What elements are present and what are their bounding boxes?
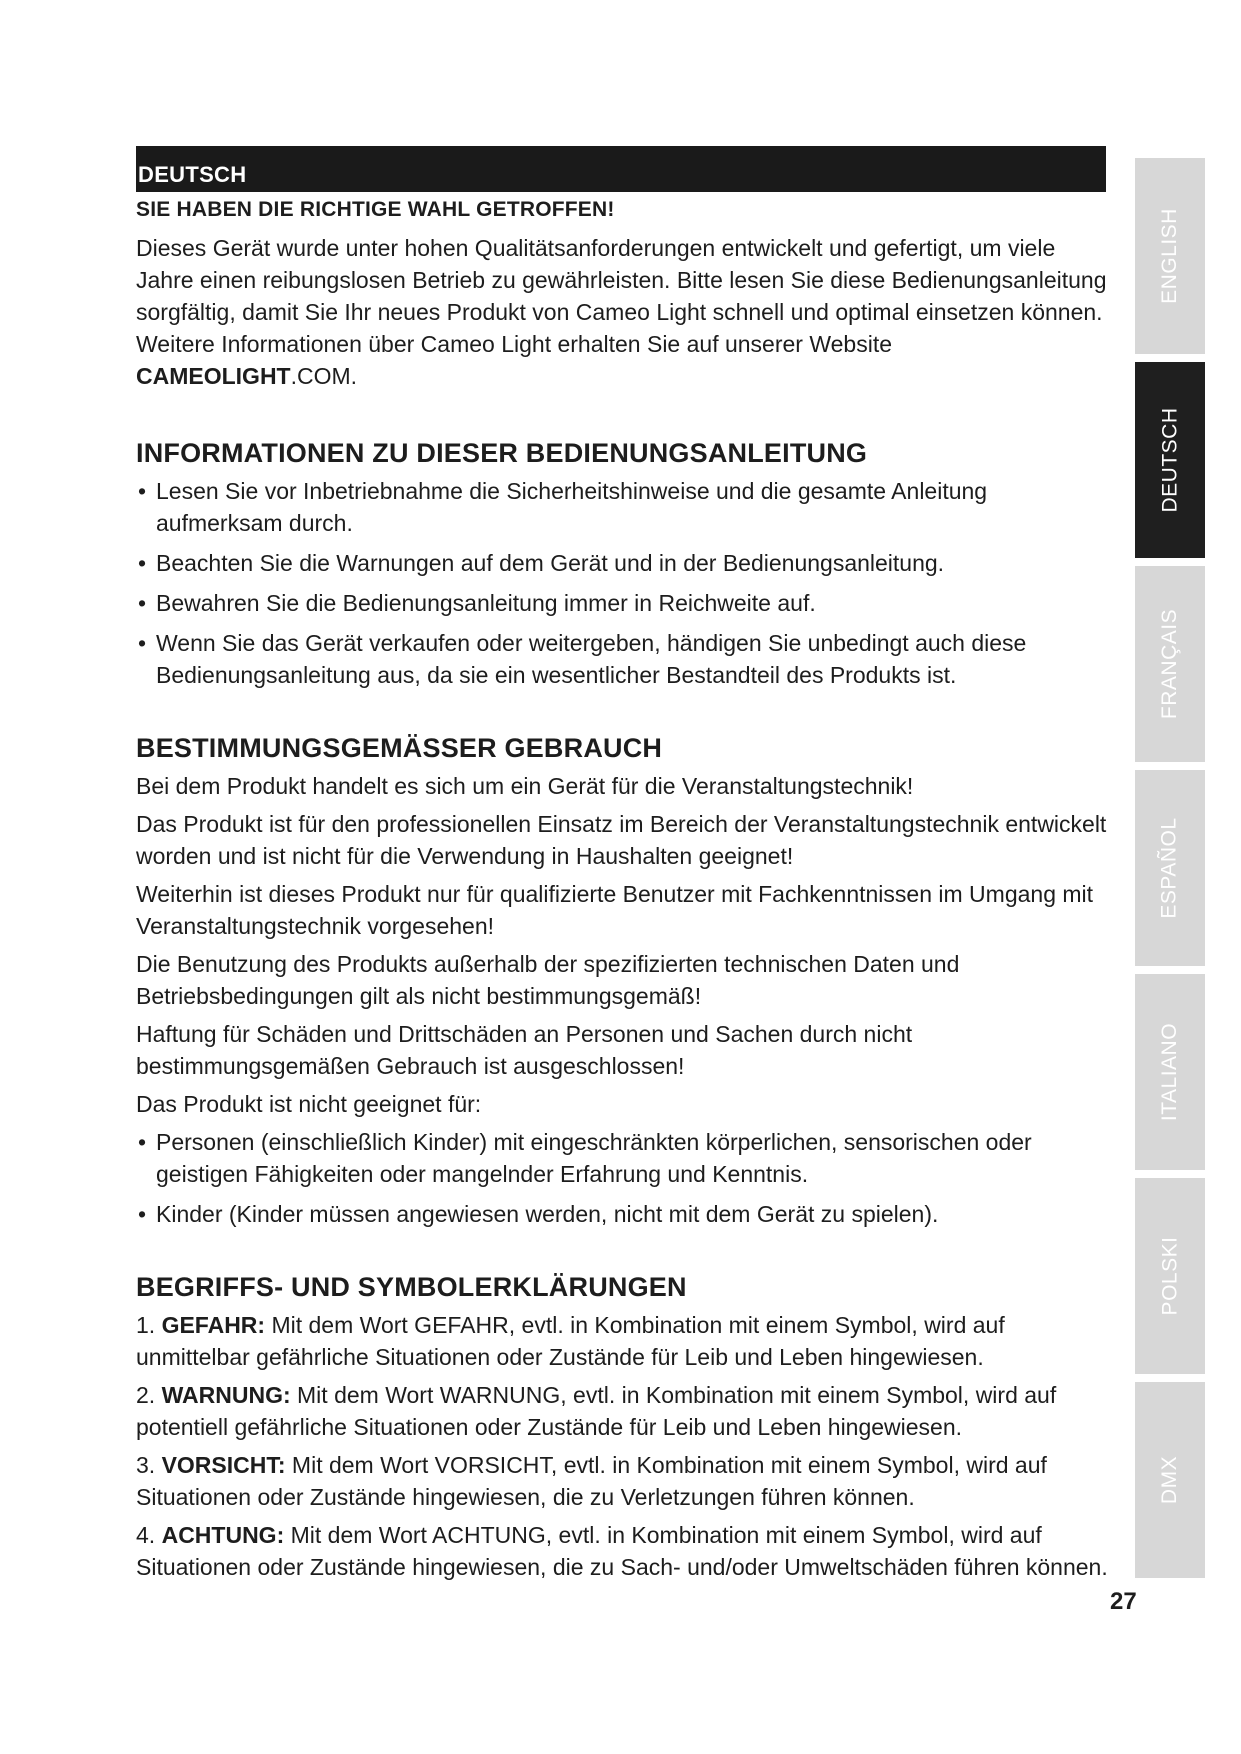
intro-text: Dieses Gerät wurde unter hohen Qualitätsanforderungen entwickelt und gefertigt, um viele Jahre einen reibungslosen Betrieb zu gewährleisten. Bitte lesen Sie diese Bedienungsanleitung sorgfältig, damit Sie Ihr neues Produkt von Cameo Light schnell und optimal einsetzen können. Weitere Informationen über Cameo Light erhalten Sie auf unserer Website bbox=[136, 235, 1107, 357]
page-number: 27 bbox=[1110, 1588, 1137, 1615]
term-item: 4. ACHTUNG: Mit dem Wort ACHTUNG, evtl. in Kombination mit einem Symbol, wird auf Situationen oder Zustände hingewiesen, die zu Sach- und/oder Umweltschäden führen können. bbox=[136, 1522, 1108, 1580]
bullet-icon: • bbox=[138, 630, 147, 656]
bullet-icon: • bbox=[138, 478, 147, 504]
bullet-icon: • bbox=[138, 590, 147, 616]
term-keyword: WARNUNG: bbox=[161, 1382, 291, 1408]
term-item: 2. WARNUNG: Mit dem Wort WARNUNG, evtl. in Kombination mit einem Symbol, wird auf potentiell gefährliche Situationen oder Zustände für Leib und Leben hingewiesen. bbox=[136, 1382, 1057, 1440]
list-item: • Kinder (Kinder müssen angewiesen werden, nicht mit dem Gerät zu spielen). bbox=[136, 1198, 1116, 1230]
language-label: DEUTSCH bbox=[138, 162, 247, 187]
use-paragraph: Weiterhin ist dieses Produkt nur für qualifizierte Benutzer mit Fachkenntnissen im Umgang mit Veranstaltungstechnik vorgesehen! bbox=[136, 881, 1094, 939]
use-paragraph: Das Produkt ist für den professionellen Einsatz im Bereich der Veranstaltungstechnik entwickelt worden und ist nicht für die Verwendung in Haushalten geeignet! bbox=[136, 811, 1107, 869]
term-keyword: VORSICHT: bbox=[161, 1452, 286, 1478]
tab-deutsch[interactable]: DEUTSCH bbox=[1135, 362, 1205, 558]
use-paragraph: Die Benutzung des Produkts außerhalb der spezifizierten technischen Daten und Betriebsbedingungen gilt als nicht bestimmungsgemäß! bbox=[136, 951, 960, 1009]
tab-espanol[interactable]: ESPAÑOL bbox=[1135, 770, 1205, 966]
tab-italiano[interactable]: ITALIANO bbox=[1135, 974, 1205, 1170]
term-keyword: GEFAHR: bbox=[161, 1312, 266, 1338]
not-suitable-list bbox=[136, 1126, 1116, 1230]
website-suffix: .COM. bbox=[290, 363, 358, 389]
section-title-terms: BEGRIFFS- UND SYMBOLERKLÄRUNGEN bbox=[136, 1272, 687, 1302]
bullet-icon: • bbox=[138, 1201, 147, 1227]
term-item: 1. GEFAHR: Mit dem Wort GEFAHR, evtl. in Kombination mit einem Symbol, wird auf unmittelbar gefährliche Situationen oder Zustände für Leib und Leben hingewiesen. bbox=[136, 1312, 1005, 1370]
list-item: • Beachten Sie die Warnungen auf dem Gerät und in der Bedienungsanleitung. bbox=[136, 547, 1116, 579]
page-content bbox=[136, 146, 1116, 1583]
list-item: • Wenn Sie das Gerät verkaufen oder weitergeben, händigen Sie unbedingt auch diese Bedienungsanleitung aus, da sie ein wesentlicher Bestandteil des Produkts ist. bbox=[136, 627, 1116, 691]
section-title-info: INFORMATIONEN ZU DIESER BEDIENUNGSANLEITUNG bbox=[136, 438, 868, 468]
tab-dmx[interactable]: DMX bbox=[1135, 1382, 1205, 1578]
term-item: 3. VORSICHT: Mit dem Wort VORSICHT, evtl. in Kombination mit einem Symbol, wird auf Situationen oder Zustände hingewiesen, die zu Verletzungen führen können. bbox=[136, 1452, 1047, 1510]
bullet-icon: • bbox=[138, 1129, 147, 1155]
term-keyword: ACHTUNG: bbox=[161, 1522, 285, 1548]
intro-paragraph bbox=[136, 232, 1116, 392]
use-paragraph: Das Produkt ist nicht geeignet für: bbox=[136, 1091, 482, 1117]
headline: SIE HABEN DIE RICHTIGE WAHL GETROFFEN! bbox=[136, 198, 615, 221]
use-paragraph: Bei dem Produkt handelt es sich um ein Gerät für die Veranstaltungstechnik! bbox=[136, 773, 914, 799]
list-item: • Lesen Sie vor Inbetriebnahme die Sicherheitshinweise und die gesamte Anleitung aufmerksam durch. bbox=[136, 475, 1116, 539]
section-title-use: BESTIMMUNGSGEMÄSSER GEBRAUCH bbox=[136, 733, 663, 763]
language-header-bar bbox=[136, 146, 1106, 192]
bullet-icon: • bbox=[138, 550, 147, 576]
tab-francais[interactable]: FRANÇAIS bbox=[1135, 566, 1205, 762]
website-brand: CAMEOLIGHT bbox=[136, 363, 291, 389]
info-list bbox=[136, 475, 1116, 691]
list-item: • Bewahren Sie die Bedienungsanleitung immer in Reichweite auf. bbox=[136, 587, 1116, 619]
use-paragraph: Haftung für Schäden und Drittschäden an Personen und Sachen durch nicht bestimmungsgemäßen Gebrauch ist ausgeschlossen! bbox=[136, 1021, 913, 1079]
tab-polski[interactable]: POLSKI bbox=[1135, 1178, 1205, 1374]
list-item: • Personen (einschließlich Kinder) mit eingeschränkten körperlichen, sensorischen oder geistigen Fähigkeiten oder mangelnder Erfahrung und Kenntnis. bbox=[136, 1126, 1116, 1190]
tab-english[interactable]: ENGLISH bbox=[1135, 158, 1205, 354]
